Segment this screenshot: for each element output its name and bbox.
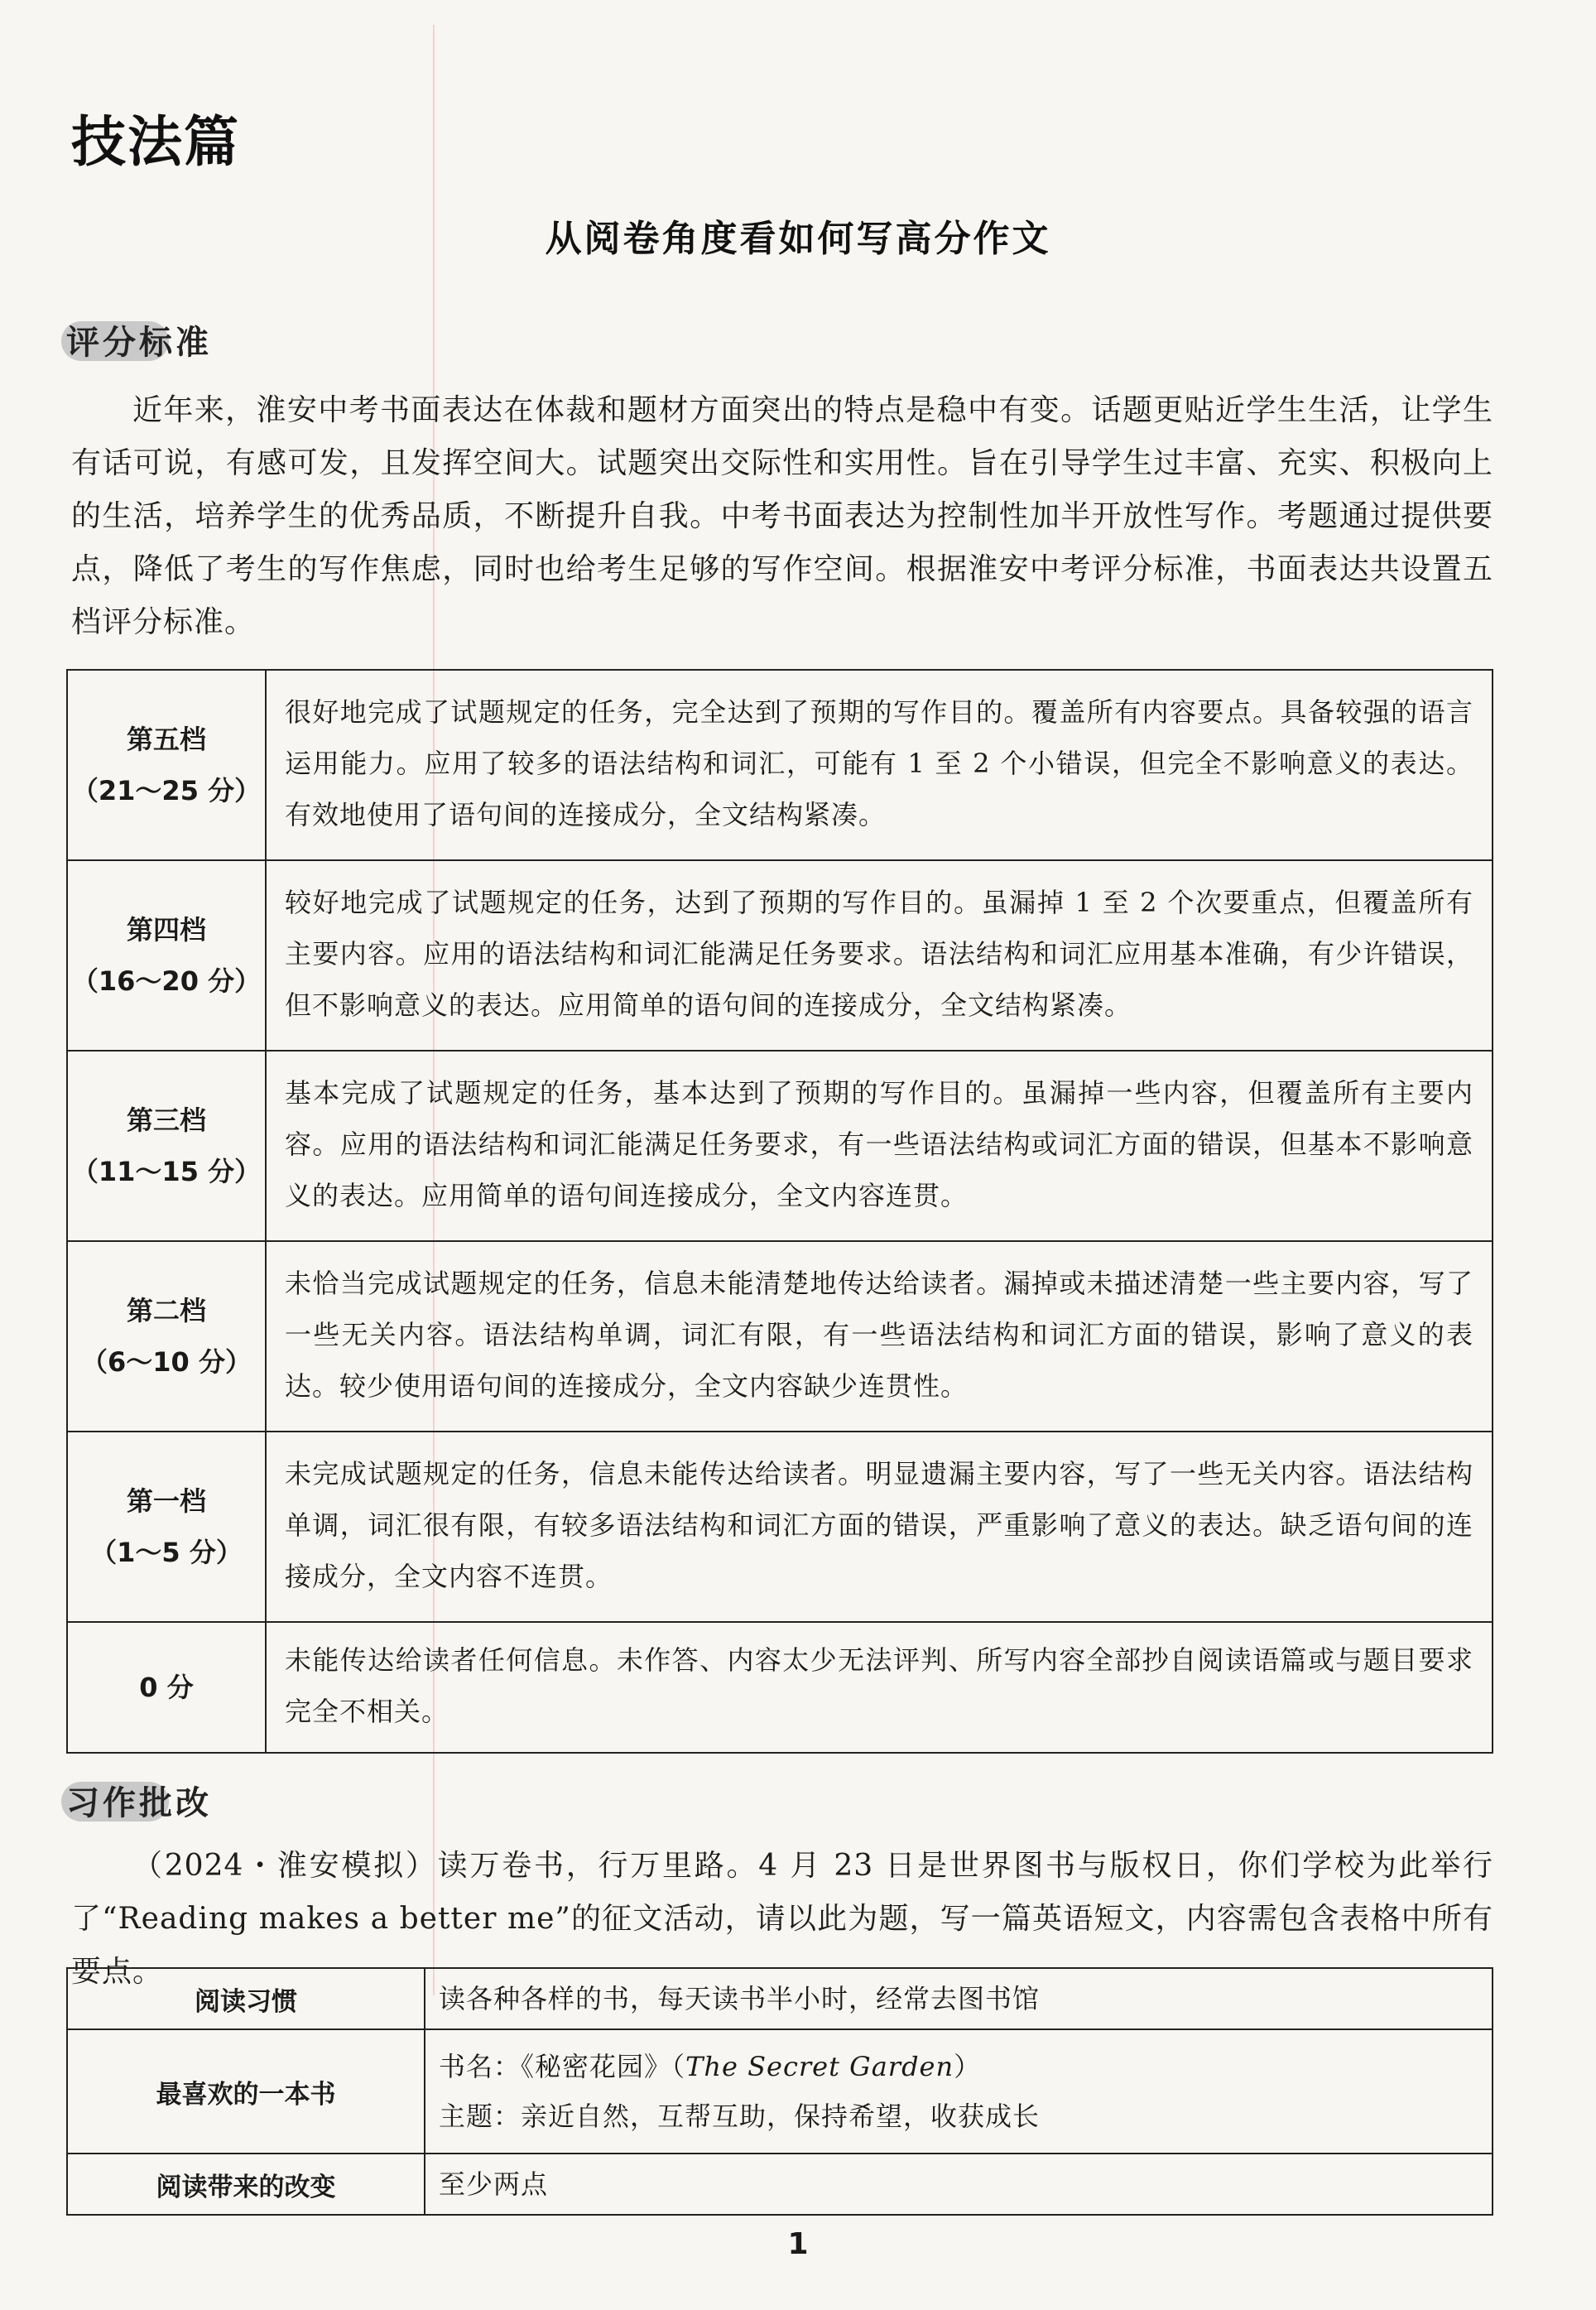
scoring-table <box>66 669 1493 1754</box>
grade-label: 第三档 （11～15 分） <box>67 1051 266 1241</box>
grade-label: 第四档 （16～20 分） <box>67 860 266 1051</box>
table-row <box>67 1968 1493 2029</box>
grade-label: 第一档 （1～5 分） <box>67 1432 266 1622</box>
task-points-table <box>66 1967 1493 2216</box>
table-value: 读各种各样的书，每天读书半小时，经常去图书馆 <box>425 1968 1493 2029</box>
table-row <box>67 1432 1493 1622</box>
page-title: 从阅卷角度看如何写高分作文 <box>545 218 1051 260</box>
grade-label: 第二档 （6～10 分） <box>67 1241 266 1432</box>
section-tag-essay-correction: 习作批改 <box>66 1777 212 1824</box>
chapter-heading: 技法篇 <box>71 110 240 174</box>
table-key: 最喜欢的一本书 <box>67 2029 425 2154</box>
grade-description: 未完成试题规定的任务，信息未能传达给读者。明显遗漏主要内容，写了一些无关内容。语法结构单调，词汇很有限，有较多语法结构和词汇方面的错误，严重影响了意义的表达。缺乏语句间的连接成分，全文内容不连贯。 <box>266 1432 1493 1622</box>
table-row <box>67 2029 1493 2154</box>
intro-paragraph: 近年来，淮安中考书面表达在体裁和题材方面突出的特点是稳中有变。话题更贴近学生生活，让学生有话可说，有感可发，且发挥空间大。试题突出交际性和实用性。旨在引导学生过丰富、充实、积极向上的生活，培养学生的优秀品质，不断提升自我。中考书面表达为控制性加半开放性写作。考题通过提供要点，降低了考生的写作焦虑，同时也给考生足够的写作空间。根据淮安中考评分标准，书面表达共设置五档评分标准。 <box>71 393 1493 639</box>
table-key: 阅读习惯 <box>67 1968 425 2029</box>
table-row <box>67 860 1493 1051</box>
grade-description: 较好地完成了试题规定的任务，达到了预期的写作目的。虽漏掉 1 至 2 个次要重点，但覆盖所有主要内容。应用的语法结构和词汇能满足任务要求。语法结构和词汇应用基本准确，有少许错误，但不影响意义的表达。应用简单的语句间的连接成分，全文结构紧凑。 <box>266 860 1493 1051</box>
table-value: 至少两点 <box>425 2154 1493 2215</box>
grade-label: 第五档 （21～25 分） <box>67 670 266 860</box>
grade-label: 0 分 <box>67 1622 266 1753</box>
table-key: 阅读带来的改变 <box>67 2154 425 2215</box>
book-theme-line: 主题：亲近自然，互帮互助，保持希望，收获成长 <box>439 2101 1041 2132</box>
table-row <box>67 2154 1493 2215</box>
table-row <box>67 1051 1493 1241</box>
table-row <box>67 1241 1493 1432</box>
section-tag-scoring: 评分标准 <box>66 316 212 363</box>
table-row <box>67 670 1493 860</box>
grade-description: 很好地完成了试题规定的任务，完全达到了预期的写作目的。覆盖所有内容要点。具备较强的语言运用能力。应用了较多的语法结构和词汇，可能有 1 至 2 个小错误，但完全不影响意义的表达。有效地使用了语句间的连接成分，全文结构紧凑。 <box>266 670 1493 860</box>
page-number: 1 <box>787 2227 809 2261</box>
grade-description: 未恰当完成试题规定的任务，信息未能清楚地传达给读者。漏掉或未描述清楚一些主要内容，写了一些无关内容。语法结构单调，词汇有限，有一些语法结构和词汇方面的错误，影响了意义的表达。较少使用语句间的连接成分，全文内容缺少连贯性。 <box>266 1241 1493 1432</box>
grade-description: 基本完成了试题规定的任务，基本达到了预期的写作目的。虽漏掉一些内容，但覆盖所有主要内容。应用的语法结构和词汇能满足任务要求，有一些语法结构或词汇方面的错误，但基本不影响意义的表达。应用简单的语句间连接成分，全文内容连贯。 <box>266 1051 1493 1241</box>
prompt-paragraph: （2024・淮安模拟）读万卷书，行万里路。4 月 23 日是世界图书与版权日，你们学校为此举行了“Reading makes a better me”的征文活动，请以此为题，写一篇英语短文，内容需包含表格中所有要点。 <box>71 1849 1493 1989</box>
grade-description: 未能传达给读者任何信息。未作答、内容太少无法评判、所写内容全部抄自阅读语篇或与题目要求完全不相关。 <box>266 1622 1493 1753</box>
table-row <box>67 1622 1493 1753</box>
table-value <box>425 2029 1493 2154</box>
book-title-line: 书名：《秘密花园》（The Secret Garden） <box>439 2051 982 2082</box>
